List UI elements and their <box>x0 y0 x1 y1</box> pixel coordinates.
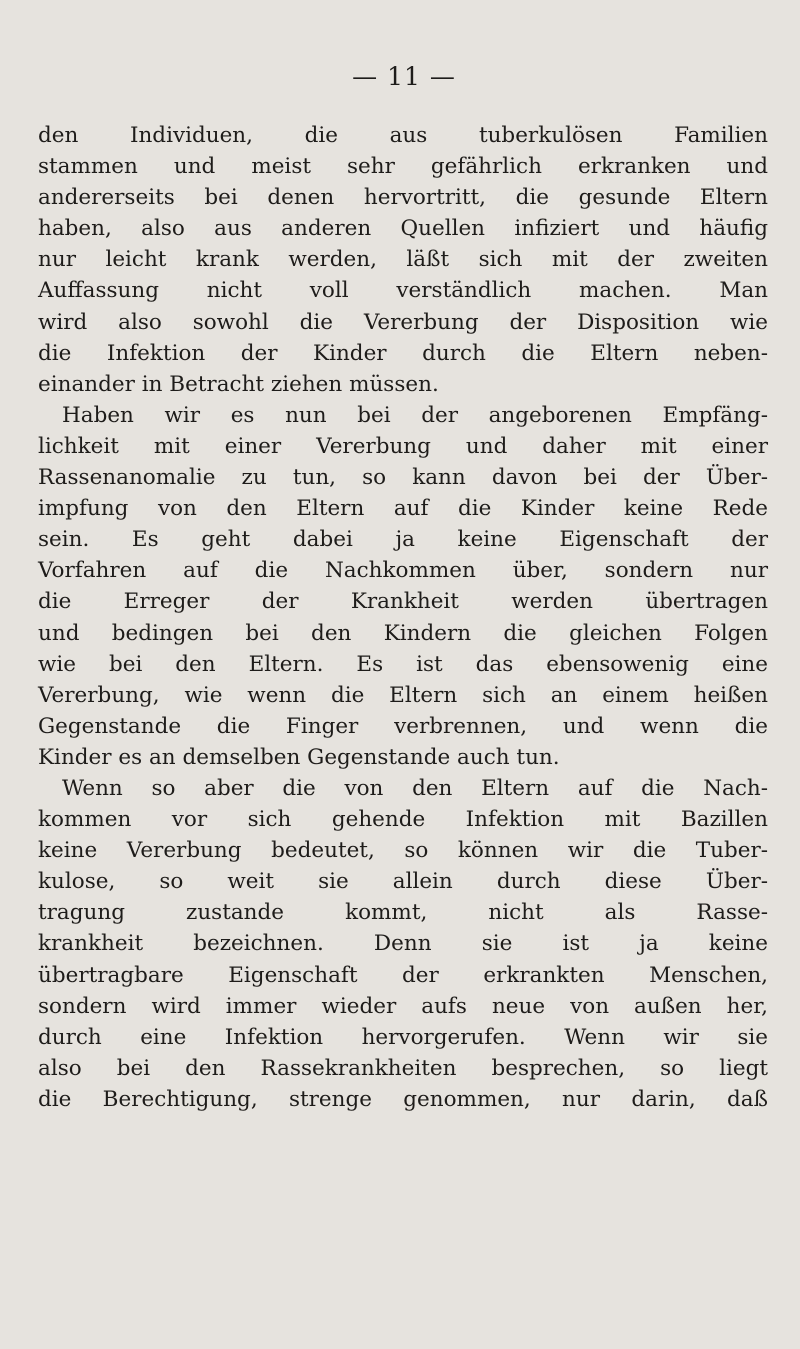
text-line: wie bei den Eltern. Es ist das ebensowenig eine <box>38 651 768 677</box>
text-line: andererseits bei denen hervortritt, die gesunde Eltern <box>38 185 768 211</box>
text-line: die Erreger der Krankheit werden übertragen <box>38 589 768 615</box>
text-line: Rassenanomalie zu tun, so kann davon bei der Über- <box>38 465 768 491</box>
text-line: sein. Es geht dabei ja keine Eigenschaft der <box>38 527 768 553</box>
text-line: einander in Betracht ziehen müssen. <box>38 371 439 397</box>
text-line: keine Vererbung bedeutet, so können wir die Tuber- <box>38 838 768 864</box>
text-line: nur leicht krank werden, läßt sich mit der zweiten <box>38 247 768 273</box>
text-line: Vorfahren auf die Nachkommen über, sondern nur <box>38 558 768 584</box>
text-line: lichkeit mit einer Vererbung und daher mit einer <box>38 433 768 459</box>
text-line: also bei den Rassekrankheiten besprechen, so liegt <box>38 1055 768 1081</box>
text-line: die Infektion der Kinder durch die Eltern neben- <box>38 340 768 366</box>
text-line: Wenn so aber die von den Eltern auf die Nach- <box>62 775 768 801</box>
text-line: haben, also aus anderen Quellen infiziert und häufig <box>38 216 768 242</box>
text-line: kulose, so weit sie allein durch diese Über- <box>38 869 768 895</box>
text-line: die Berechtigung, strenge genommen, nur darin, daß <box>38 1086 768 1112</box>
text-line: stammen und meist sehr gefährlich erkranken und <box>38 154 768 180</box>
text-line: kommen vor sich gehende Infektion mit Bazillen <box>38 807 768 833</box>
text-line: impfung von den Eltern auf die Kinder keine Rede <box>38 496 768 522</box>
text-line: wird also sowohl die Vererbung der Disposition wie <box>38 309 768 335</box>
text-line: Gegenstande die Finger verbrennen, und wenn die <box>38 713 768 739</box>
text-line: Kinder es an demselben Gegenstande auch tun. <box>38 744 560 770</box>
text-line: durch eine Infektion hervorgerufen. Wenn wir sie <box>38 1024 768 1050</box>
text-line: den Individuen, die aus tuberkulösen Familien <box>38 123 768 148</box>
body-text <box>38 120 768 1115</box>
text-line: und bedingen bei den Kindern die gleichen Folgen <box>38 620 768 646</box>
text-line: Haben wir es nun bei der angeborenen Empfäng- <box>62 402 768 428</box>
text-line: übertragbare Eigenschaft der erkrankten Menschen, <box>38 962 768 988</box>
text-line: sondern wird immer wieder aufs neue von außen her, <box>38 993 768 1019</box>
text-line: tragung zustande kommt, nicht als Rasse- <box>38 900 768 926</box>
text-line: Vererbung, wie wenn die Eltern sich an einem heißen <box>38 682 768 708</box>
text-line: Auffassung nicht voll verständlich machen. Man <box>38 278 768 304</box>
text-line: krankheit bezeichnen. Denn sie ist ja keine <box>38 931 768 957</box>
page-number: — 11 — <box>352 62 456 91</box>
